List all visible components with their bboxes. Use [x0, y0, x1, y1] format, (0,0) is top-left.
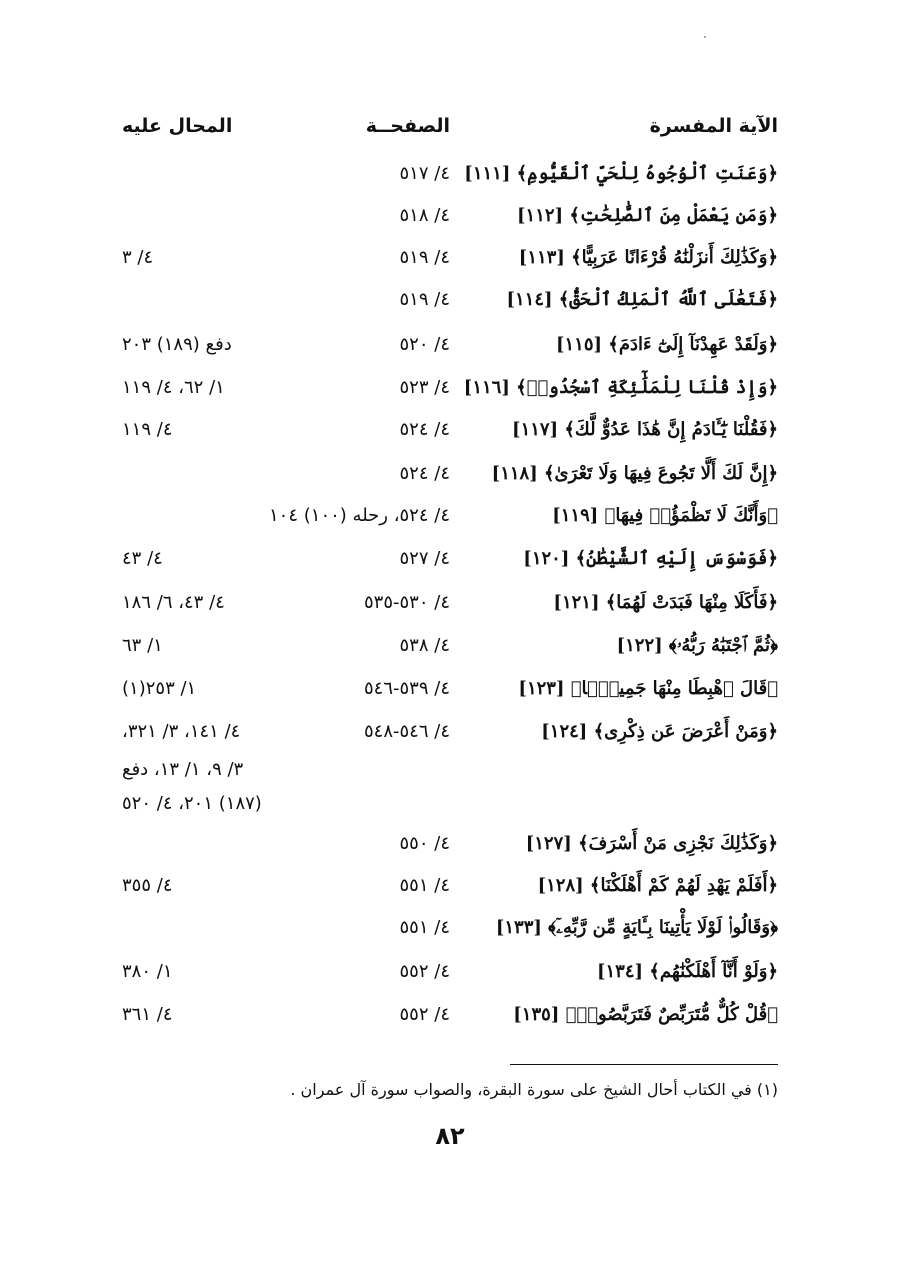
footnote-divider — [510, 1064, 778, 1065]
page-ref: ٤/ ٥٣٠-٥٣٥ — [364, 592, 450, 613]
page-ref: ٤/ ٥٥٠ — [399, 833, 450, 854]
ayah-text: ﴿وَأَنَّكَ لَا تَظْمَؤُا۟ فِيهَا﴾ [١١٩] — [552, 505, 778, 526]
page-ref: ٤/ ٥٣٨ — [399, 635, 450, 656]
page-number: ٨٢ — [435, 1122, 465, 1150]
cross-ref-continuation: (١٨٧) ٢٠١، ٤/ ٥٢٠ — [122, 793, 262, 814]
ayah-text: ﴿ثُمَّ ٱجْتَبَٰهُ رَبُّهُۥ﴾ [١٢٢] — [616, 635, 778, 656]
footnote: (١) في الكتاب أحال الشيخ على سورة البقرة، والصواب سورة آل عمران . — [290, 1080, 778, 1099]
ayah-text: ﴿قَالَ ٱهْبِطَا مِنْهَا جَمِيعًۢا﴾ [١٢٣] — [518, 678, 778, 699]
ayah-text: ﴿فَتَعَٰلَى ٱللَّهُ ٱلْمَلِكُ ٱلْحَقُّ﴾ [١١٤] — [506, 289, 778, 310]
table-row — [0, 460, 900, 500]
scan-speck — [704, 36, 706, 38]
page-ref: ٤/ ٥٢٣ — [399, 377, 450, 398]
table-row — [0, 872, 900, 912]
page-ref: ٤/ ٥١٩ — [399, 247, 450, 268]
header-page: الصفحــة — [365, 115, 450, 137]
table-row — [0, 958, 900, 998]
cross-ref: ٤/ ١٤١، ٣/ ٣٢١، — [122, 721, 241, 742]
page-ref: ٤/ ٥٥١ — [399, 875, 450, 896]
ayah-text: ﴿وَمَن يَعْمَلْ مِنَ ٱلصَّٰلِحَٰتِ﴾ [١١٢] — [517, 205, 778, 226]
ayah-text: ﴿وَمَنْ أَعْرَضَ عَن ذِكْرِى﴾ [١٢٤] — [541, 721, 778, 742]
table-row — [0, 160, 900, 200]
header-ayah: الآية المفسرة — [649, 115, 778, 137]
ayah-text: ﴿وَعَنَتِ ٱلْوُجُوهُ لِلْحَيِّ ٱلْقَيُّومِ﴾ [١١١] — [464, 163, 778, 184]
table-row — [0, 718, 900, 758]
page-ref: ٤/ ٥٥٢ — [399, 1004, 450, 1025]
ayah-text: ﴿وَإِذْ قُلْنَا لِلْمَلَٰٓئِكَةِ ٱسْجُدُوا۟﴾ [١١٦] — [463, 377, 778, 398]
cross-ref: دفع (١٨٩) ٢٠٣ — [122, 334, 232, 355]
page-ref: ٤/ ٥٣٩-٥٤٦ — [364, 678, 450, 699]
ayah-text: ﴿قُلْ كُلٌّ مُّتَرَبِّصٌ فَتَرَبَّصُوا۟﴾ [١٣٥] — [513, 1004, 778, 1025]
table-row — [0, 589, 900, 629]
cross-ref: ٤/ ١١٩ — [122, 419, 173, 440]
cross-ref: ٤/ ٤٣، ٦/ ١٨٦ — [122, 592, 225, 613]
table-row — [0, 374, 900, 414]
ayah-text: ﴿وَكَذَٰلِكَ نَجْزِى مَنْ أَسْرَفَ﴾ [١٢٧] — [525, 833, 778, 854]
page-ref: ٤/ ٥٢٤ — [399, 419, 450, 440]
ayah-text: ﴿فَوَسْوَسَ إِلَيْهِ ٱلشَّيْطَٰنُ﴾ [١٢٠] — [523, 548, 778, 569]
table-row — [0, 1001, 900, 1041]
table-row — [0, 244, 900, 284]
page-ref: ٤/ ٥١٧ — [399, 163, 450, 184]
ayah-text: ﴿وَلَقَدْ عَهِدْنَآ إِلَىٰٓ ءَادَمَ﴾ [١١٥] — [555, 334, 778, 355]
cross-ref: ١/ ٦٣ — [122, 635, 163, 656]
table-row — [0, 502, 900, 542]
cross-ref: ٤/ ٣ — [122, 247, 154, 268]
page-ref: ٤/ ٥٢٠ — [399, 334, 450, 355]
table-row — [0, 286, 900, 326]
page-ref: ٤/ ٥٤٦-٥٤٨ — [364, 721, 450, 742]
page-ref: ٤/ ٥١٨ — [399, 205, 450, 226]
ayah-text: ﴿وَقَالُوا۟ لَوْلَا يَأْتِينَا بِـَٔايَةٍ مِّن رَّبِّهِۦٓ﴾ [١٣٣] — [495, 917, 778, 938]
table-row — [0, 675, 900, 715]
page-ref: ٤/ ٥٢٧ — [399, 548, 450, 569]
cross-ref: ١/ ٢٥٣(١) — [122, 678, 197, 699]
table-row — [0, 830, 900, 870]
cross-ref: ٤/ ٣٥٥ — [122, 875, 173, 896]
cross-ref: ١/ ٦٢، ٤/ ١١٩ — [122, 377, 225, 398]
ayah-text: ﴿وَلَوْ أَنَّآ أَهْلَكْنَٰهُم﴾ [١٣٤] — [596, 961, 778, 982]
table-row — [0, 331, 900, 371]
page-ref: ٤/ ٥١٩ — [399, 289, 450, 310]
cross-ref: ٤/ ٣٦١ — [122, 1004, 173, 1025]
cross-ref-continuation: ٣/ ٩، ١/ ١٣، دفع — [122, 759, 244, 780]
table-row — [0, 632, 900, 672]
page-ref: ٤/ ٥٢٤، رحله (١٠٠) ١٠٤ — [269, 505, 450, 526]
table-row — [0, 416, 900, 456]
page-ref: ٤/ ٥٢٤ — [399, 463, 450, 484]
ayah-text: ﴿أَفَلَمْ يَهْدِ لَهُمْ كَمْ أَهْلَكْنَا﴾ [١٢٨] — [537, 875, 778, 896]
page-ref: ٤/ ٥٥٢ — [399, 961, 450, 982]
cross-ref: ٤/ ٤٣ — [122, 548, 163, 569]
ayah-text: ﴿فَأَكَلَا مِنْهَا فَبَدَتْ لَهُمَا﴾ [١٢١] — [553, 592, 778, 613]
table-row — [0, 914, 900, 954]
header-ref: المحال عليه — [122, 115, 233, 137]
table-row — [0, 202, 900, 242]
table-row — [0, 545, 900, 585]
ayah-text: ﴿فَقُلْنَا يَٰٓـَٔادَمُ إِنَّ هَٰذَا عَدُوٌّ لَّكَ﴾ [١١٧] — [512, 419, 778, 440]
ayah-text: ﴿وَكَذَٰلِكَ أَنزَلْنَٰهُ قُرْءَانًا عَرَبِيًّا﴾ [١١٣] — [518, 247, 778, 268]
cross-ref: ١/ ٣٨٠ — [122, 961, 173, 982]
ayah-text: ﴿إِنَّ لَكَ أَلَّا تَجُوعَ فِيهَا وَلَا تَعْرَىٰ﴾ [١١٨] — [491, 463, 778, 484]
page-ref: ٤/ ٥٥١ — [399, 917, 450, 938]
